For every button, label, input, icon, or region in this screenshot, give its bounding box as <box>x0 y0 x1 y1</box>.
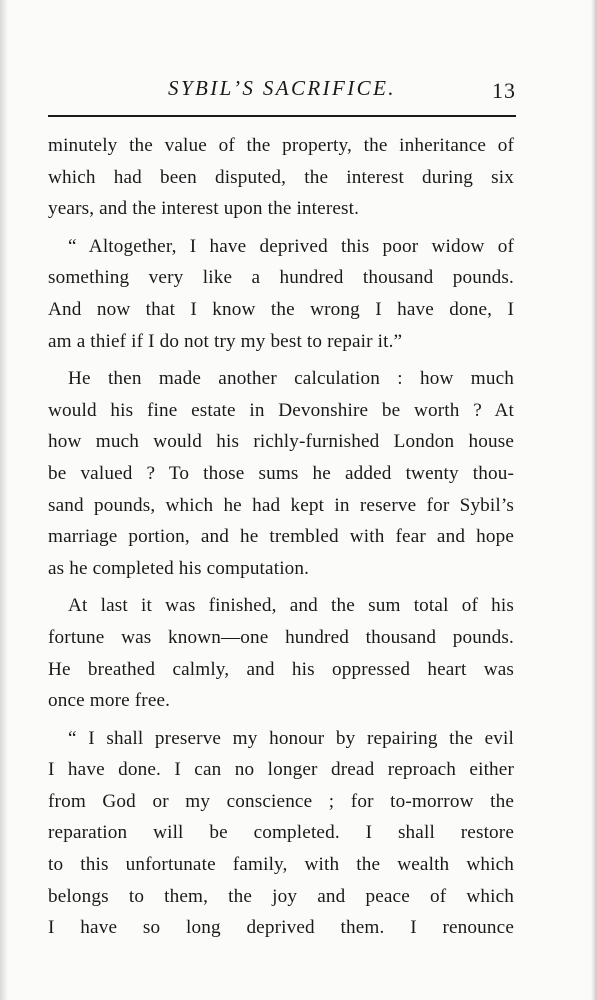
page-number: 13 <box>492 78 516 103</box>
paragraph <box>48 590 514 716</box>
running-title: SYBIL’S SACRIFICE. <box>168 76 396 100</box>
text-line: He breathed calmly, and his oppressed heart was <box>48 658 514 680</box>
text-line: be valued ? To those sums he added twenty thou- <box>48 462 514 484</box>
page-left-edge-shadow <box>0 0 8 1000</box>
text-line: At last it was finished, and the sum total of his <box>68 595 514 617</box>
text-line: am a thief if I do not try my best to repair it.” <box>48 330 403 352</box>
text-line: something very like a hundred thousand pounds. <box>48 267 514 289</box>
text-line: how much would his richly-furnished London house <box>48 431 514 453</box>
text-line: He then made another calculation : how much <box>68 368 514 390</box>
text-line: belongs to them, the joy and peace of which <box>48 885 514 907</box>
text-line: reparation will be completed. I shall restore <box>48 822 514 844</box>
paragraph <box>48 723 514 944</box>
text-line: I have so long deprived them. I renounce <box>48 917 514 939</box>
text-line: would his fine estate in Devonshire be worth ? At <box>48 399 514 421</box>
text-line: minutely the value of the property, the inheritance of <box>48 135 514 156</box>
text-line: once more free. <box>48 690 171 712</box>
text-line: from God or my conscience ; for to-morrow the <box>48 790 514 812</box>
text-line: “ Altogether, I have deprived this poor widow of <box>68 235 514 257</box>
text-line: marriage portion, and he trembled with fear and hope <box>48 526 514 548</box>
text-line: which had been disputed, the interest during six <box>48 166 514 188</box>
text-line: “ I shall preserve my honour by repairing the evil <box>68 727 514 749</box>
text-line: And now that I know the wrong I have done, I <box>48 298 514 320</box>
body-text <box>48 130 514 944</box>
text-line: I have done. I can no longer dread reproach either <box>48 759 514 781</box>
text-line: as he completed his computation. <box>48 557 310 579</box>
text-line: fortune was known—one hundred thousand pounds. <box>48 626 514 648</box>
text-line: years, and the interest upon the interest. <box>48 198 360 220</box>
header-rule <box>48 115 516 117</box>
text-line: sand pounds, which he had kept in reserve for Sybil’s <box>48 494 514 516</box>
paragraph <box>48 231 514 357</box>
paragraph <box>48 130 514 225</box>
paragraph <box>48 363 514 584</box>
page-right-edge-shadow <box>591 0 597 1000</box>
text-line: to this unfortunate family, with the wealth which <box>48 854 514 876</box>
running-header <box>48 74 516 110</box>
